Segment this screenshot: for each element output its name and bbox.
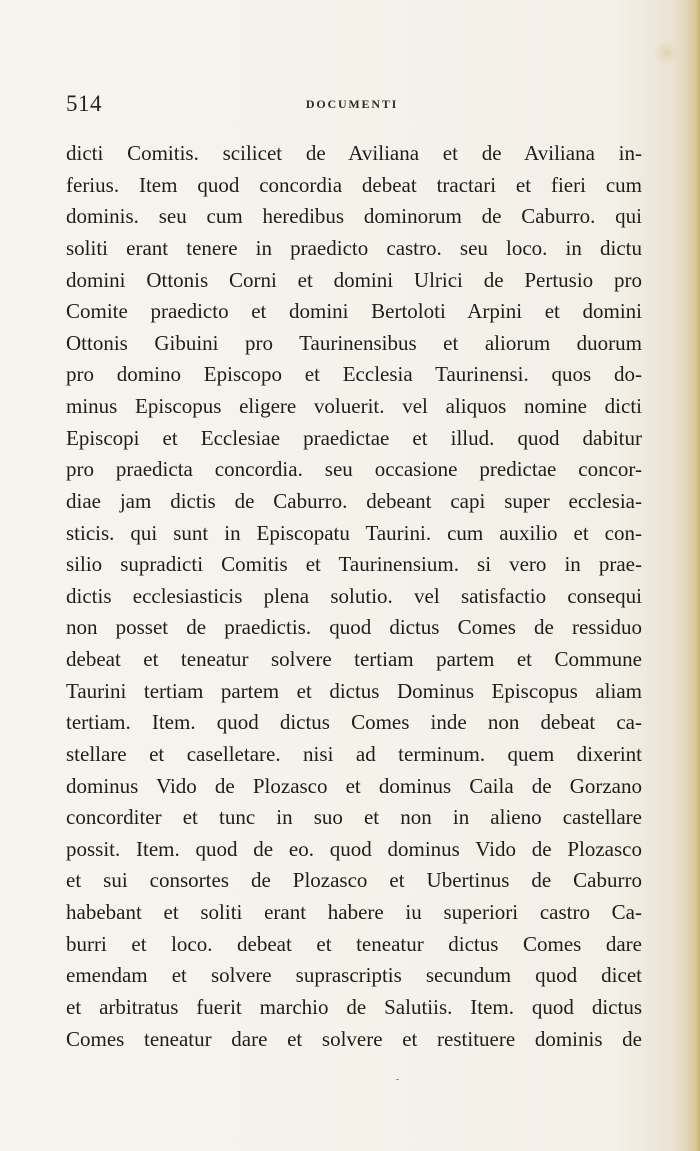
text-line: dominis. seu cum heredibus dominorum de Caburro. qui: [66, 204, 642, 229]
text-line: burri et loco. debeat et teneatur dictus Comes dare: [66, 931, 642, 956]
text-line: Ottonis Gibuini pro Taurinensibus et aliorum duorum: [66, 330, 642, 355]
text-line: soliti erant tenere in praedicto castro. seu loco. in dictu: [66, 235, 642, 260]
text-line: pro domino Episcopo et Ecclesia Taurinensi. quos do-: [66, 362, 642, 387]
text-line: stellare et caselletare. nisi ad terminum. quem dixerint: [66, 741, 642, 766]
text-line: dicti Comitis. scilicet de Aviliana et de Aviliana in-: [66, 141, 642, 165]
text-line: minus Episcopus eligere voluerit. vel aliquos nomine dicti: [66, 394, 642, 418]
text-line: dictis ecclesiasticis plena solutio. vel satisfactio consequi: [66, 583, 642, 608]
print-speck: [396, 1079, 399, 1080]
text-line: Taurini tertiam partem et dictus Dominus Episcopus aliam: [66, 678, 642, 703]
text-line: et arbitratus fuerit marchio de Salutiis. Item. quod dictus: [66, 994, 642, 1019]
text-line: Comes teneatur dare et solvere et restituere dominis de: [66, 1026, 642, 1051]
text-line: sticis. qui sunt in Episcopatu Taurini. cum auxilio et con-: [66, 520, 642, 545]
page-header: [66, 91, 632, 116]
text-line: domini Ottonis Corni et domini Ulrici de Pertusio pro: [66, 267, 642, 292]
text-line: debeat et teneatur solvere tertiam partem et Commune: [66, 647, 642, 671]
text-line: et sui consortes de Plozasco et Ubertinus de Caburro: [66, 868, 642, 893]
text-line: silio supradicti Comitis et Taurinensium. si vero in prae-: [66, 552, 642, 577]
text-line: diae jam dictis de Caburro. debeant capi super ecclesia-: [66, 488, 642, 513]
body-text: [66, 138, 642, 1055]
text-line: concorditer et tunc in suo et non in alieno castellare: [66, 805, 642, 830]
text-line: emendam et solvere suprascriptis secundum quod dicet: [66, 963, 642, 988]
page-edge-shadow: [686, 0, 700, 1151]
running-head: DOCUMENTI: [305, 97, 399, 111]
text-line: possit. Item. quod de eo. quod dominus Vido de Plozasco: [66, 836, 642, 861]
text-line: dominus Vido de Plozasco et dominus Caila de Gorzano: [66, 773, 642, 798]
paper-stain: [654, 40, 678, 66]
page-number: 514: [66, 91, 102, 116]
text-line: Episcopi et Ecclesiae praedictae et illud. quod dabitur: [66, 425, 642, 450]
text-line: Comite praedicto et domini Bertoloti Arpini et domini: [66, 299, 642, 324]
text-line: pro praedicta concordia. seu occasione predictae concor-: [66, 457, 642, 482]
text-line: tertiam. Item. quod dictus Comes inde non debeat ca-: [66, 710, 642, 735]
text-line: non posset de praedictis. quod dictus Comes de ressiduo: [66, 615, 642, 640]
text-line: habebant et soliti erant habere iu superiori castro Ca-: [66, 900, 642, 924]
text-line: ferius. Item quod concordia debeat tractari et fieri cum: [66, 172, 642, 197]
